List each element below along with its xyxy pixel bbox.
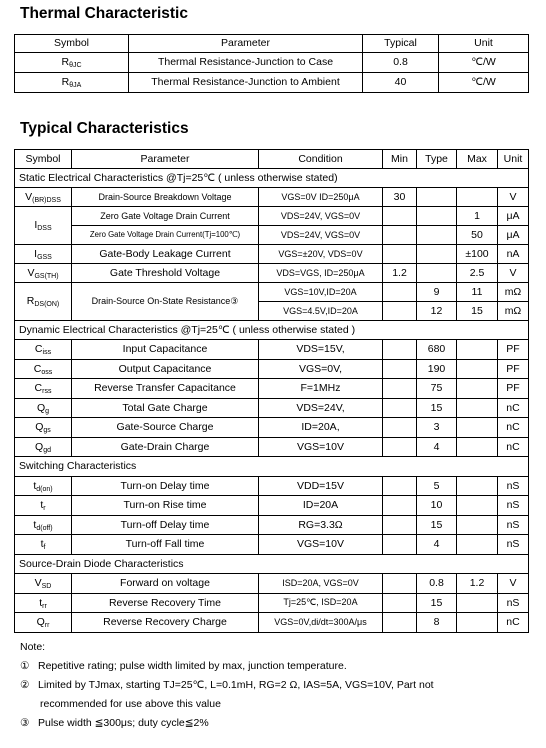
table-row [15, 245, 529, 264]
switching-section-header: Switching Characteristics [15, 457, 529, 477]
parameter: Output Capacitance [72, 359, 259, 379]
parameter: Reverse Recovery Charge [72, 613, 259, 633]
condition: ID=20A [259, 496, 383, 516]
dynamic-section-header: Dynamic Electrical Characteristics @Tj=25℃ ( unless otherwise stated ) [15, 321, 529, 340]
condition: VDS=15V, [259, 340, 383, 360]
table-row [15, 437, 529, 457]
unit: nC [498, 613, 529, 633]
unit: mΩ [498, 283, 529, 302]
symbol-qrr: $Q_{rr}$ [15, 613, 72, 633]
unit: PF [498, 359, 529, 379]
condition: VGS=10V [259, 535, 383, 555]
unit: ℃/W [439, 53, 529, 73]
table-row [15, 574, 529, 594]
parameter: Zero Gate Voltage Drain Current [72, 207, 259, 226]
parameter: Drain-Source On-State Resistance③ [72, 283, 259, 321]
thermal-header-row [15, 35, 529, 53]
unit: μA [498, 207, 529, 226]
parameter: Reverse Transfer Capacitance [72, 379, 259, 399]
condition: VDS=24V, [259, 398, 383, 418]
parameter: Thermal Resistance-Junction to Ambient [129, 73, 363, 93]
table-row [15, 593, 529, 613]
typ-value: 190 [417, 359, 457, 379]
parameter: Turn-on Rise time [72, 496, 259, 516]
unit: V [498, 574, 529, 594]
condition: F=1MHz [259, 379, 383, 399]
unit: V [498, 188, 529, 207]
table-row [15, 188, 529, 207]
header-min: Min [383, 150, 417, 169]
symbol-coss: $C_{oss}$ [15, 359, 72, 379]
symbol-tr: $t_r$ [15, 496, 72, 516]
parameter: Input Capacitance [72, 340, 259, 360]
unit: nS [498, 593, 529, 613]
thermal-table [14, 34, 529, 93]
condition: VGS=0V, [259, 359, 383, 379]
parameter: Total Gate Charge [72, 398, 259, 418]
condition: VGS=0V,di/dt=300A/μs [259, 613, 383, 633]
min-value: 1.2 [383, 264, 417, 283]
table-row [15, 359, 529, 379]
note-2-continued: recommended for use above this value [40, 698, 221, 710]
parameter: Gate Threshold Voltage [72, 264, 259, 283]
symbol-trr: $t_{rr}$ [15, 593, 72, 613]
typ-value: 15 [417, 398, 457, 418]
typ-value: 4 [417, 535, 457, 555]
symbol-crss: $C_{rss}$ [15, 379, 72, 399]
unit: V [498, 264, 529, 283]
max-value: 2.5 [457, 264, 498, 283]
condition: VGS=4.5V,ID=20A [259, 302, 383, 321]
typ-value: 5 [417, 476, 457, 496]
typ-value: 680 [417, 340, 457, 360]
typical-header-row [15, 150, 529, 169]
table-row [15, 73, 529, 93]
typical-characteristics-table [14, 149, 529, 633]
parameter: Turn-on Delay time [72, 476, 259, 496]
max-value: 1.2 [457, 574, 498, 594]
condition: ID=20A, [259, 418, 383, 438]
header-type: Type [417, 150, 457, 169]
header-unit: Unit [439, 35, 529, 53]
header-typical: Typical [363, 35, 439, 53]
condition: VDS=VGS, ID=250μA [259, 264, 383, 283]
typ-value: 4 [417, 437, 457, 457]
parameter: Forward on voltage [72, 574, 259, 594]
unit: nC [498, 437, 529, 457]
condition: VGS=10V [259, 437, 383, 457]
note-2: ② Limited by TJmax, starting TJ=25℃, L=0.1mH, RG=2 Ω, IAS=5A, VGS=10V, Part not [20, 679, 434, 691]
condition: Tj=25℃, ISD=20A [259, 593, 383, 613]
symbol-vsd: $V_{SD}$ [15, 574, 72, 594]
parameter: Gate-Body Leakage Current [72, 245, 259, 264]
max-value: 15 [457, 302, 498, 321]
unit: μA [498, 226, 529, 245]
table-row [15, 226, 529, 245]
notes-title: Note: [20, 641, 46, 653]
symbol-tdon: $t_{d(on)}$ [15, 476, 72, 496]
table-row [15, 340, 529, 360]
static-section-header: Static Electrical Characteristics @Tj=25℃ ( unless otherwise stated) [15, 169, 529, 188]
typ-value: 3 [417, 418, 457, 438]
parameter: Turn-off Fall time [72, 535, 259, 555]
unit: nS [498, 535, 529, 555]
table-row [15, 535, 529, 555]
typ-value: 75 [417, 379, 457, 399]
typ-value [417, 188, 457, 207]
condition: VGS=10V,ID=20A [259, 283, 383, 302]
typ-value: 12 [417, 302, 457, 321]
table-row [15, 398, 529, 418]
symbol-vbrdss: $V_{(BR)DSS}$ [15, 188, 72, 207]
condition: VDD=15V [259, 476, 383, 496]
parameter: Drain-Source Breakdown Voltage [72, 188, 259, 207]
thermal-section-title: Thermal Characteristic [20, 5, 188, 22]
condition: RG=3.3Ω [259, 515, 383, 535]
table-row [15, 207, 529, 226]
diode-section-header: Source-Drain Diode Characteristics [15, 554, 529, 574]
note-3: ③ Pulse width ≦300μs; duty cycle≦2% [20, 717, 209, 729]
unit: nS [498, 476, 529, 496]
condition: VGS=0V ID=250μA [259, 188, 383, 207]
symbol-rthjc: $R_{\theta JC}$ [15, 53, 129, 73]
parameter: Gate-Source Charge [72, 418, 259, 438]
max-value: 11 [457, 283, 498, 302]
condition: VDS=24V, VGS=0V [259, 226, 383, 245]
table-row [15, 379, 529, 399]
unit: PF [498, 340, 529, 360]
min-value: 30 [383, 188, 417, 207]
unit: nA [498, 245, 529, 264]
header-max: Max [457, 150, 498, 169]
typ-value: 9 [417, 283, 457, 302]
notes-block [20, 638, 525, 733]
unit: nS [498, 515, 529, 535]
header-parameter: Parameter [72, 150, 259, 169]
table-row [15, 53, 529, 73]
typ-value: 15 [417, 593, 457, 613]
symbol-vgsth: $V_{GS(TH)}$ [15, 264, 72, 283]
parameter: Reverse Recovery Time [72, 593, 259, 613]
symbol-qgd: $Q_{gd}$ [15, 437, 72, 457]
condition: VDS=24V, VGS=0V [259, 207, 383, 226]
table-row [15, 418, 529, 438]
table-row [15, 283, 529, 302]
header-symbol: Symbol [15, 35, 129, 53]
table-row [15, 476, 529, 496]
note-1: ① Repetitive rating; pulse width limited by max, junction temperature. [20, 660, 347, 672]
symbol-tf: $t_f$ [15, 535, 72, 555]
parameter: Thermal Resistance-Junction to Case [129, 53, 363, 73]
parameter: Gate-Drain Charge [72, 437, 259, 457]
unit: ℃/W [439, 73, 529, 93]
typical-section-title: Typical Characteristics [20, 120, 189, 137]
unit: nC [498, 418, 529, 438]
typ-value: 0.8 [417, 574, 457, 594]
parameter: Turn-off Delay time [72, 515, 259, 535]
symbol-rthja: $R_{\theta JA}$ [15, 73, 129, 93]
max-value: 50 [457, 226, 498, 245]
max-value: ±100 [457, 245, 498, 264]
table-row [15, 264, 529, 283]
condition: VGS=±20V, VDS=0V [259, 245, 383, 264]
table-row [15, 515, 529, 535]
symbol-idss: $I_{DSS}$ [15, 207, 72, 245]
table-row [15, 613, 529, 633]
unit: nS [498, 496, 529, 516]
symbol-rdson: $R_{DS(ON)}$ [15, 283, 72, 321]
max-value [457, 188, 498, 207]
symbol-tdoff: $t_{d(off)}$ [15, 515, 72, 535]
max-value: 1 [457, 207, 498, 226]
table-row [15, 496, 529, 516]
header-unit: Unit [498, 150, 529, 169]
symbol-qg: $Q_g$ [15, 398, 72, 418]
symbol-qgs: $Q_{gs}$ [15, 418, 72, 438]
condition: ISD=20A, VGS=0V [259, 574, 383, 594]
parameter: Zero Gate Voltage Drain Current(Tj=100℃) [72, 226, 259, 245]
unit: PF [498, 379, 529, 399]
symbol-ciss: $C_{iss}$ [15, 340, 72, 360]
unit: mΩ [498, 302, 529, 321]
header-condition: Condition [259, 150, 383, 169]
typical-value: 0.8 [363, 53, 439, 73]
unit: nC [498, 398, 529, 418]
typical-value: 40 [363, 73, 439, 93]
typ-value: 10 [417, 496, 457, 516]
symbol-igss: $I_{GSS}$ [15, 245, 72, 264]
typ-value: 15 [417, 515, 457, 535]
typ-value: 8 [417, 613, 457, 633]
header-parameter: Parameter [129, 35, 363, 53]
header-symbol: Symbol [15, 150, 72, 169]
